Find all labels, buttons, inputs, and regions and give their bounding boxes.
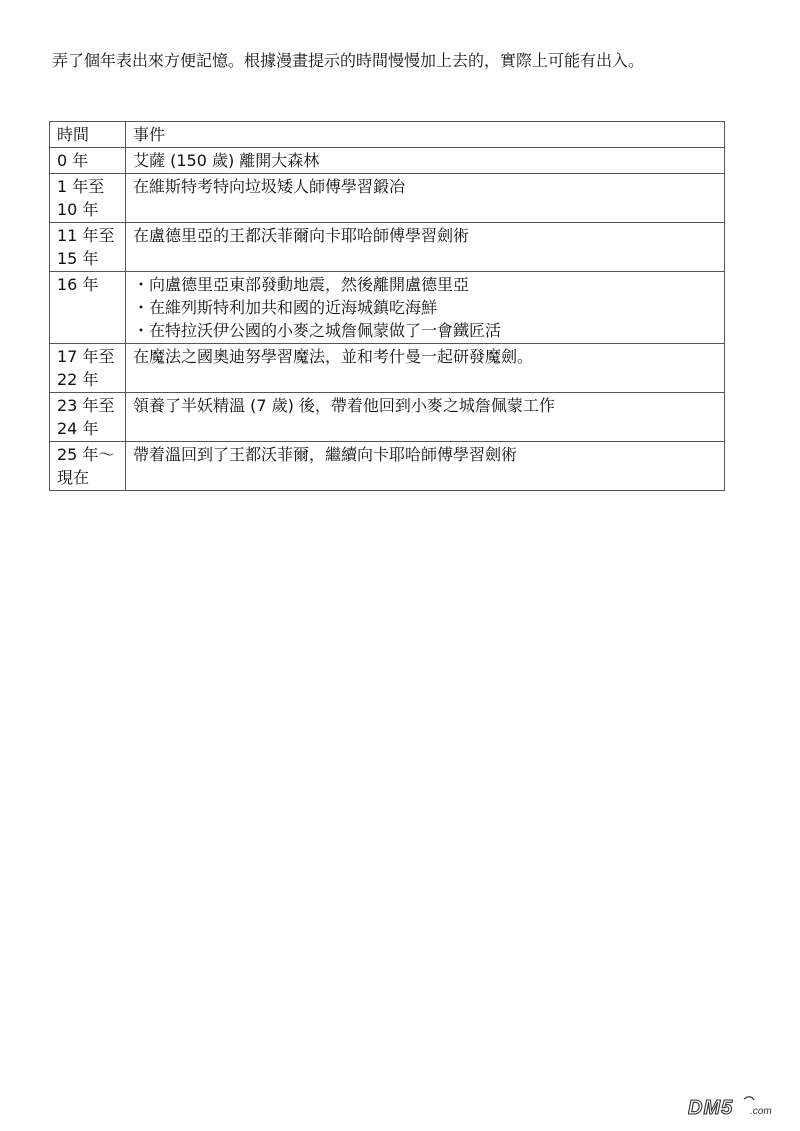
time-text: 25 年～ xyxy=(57,445,115,464)
event-text: 帶着溫回到了王都沃菲爾，繼續向卡耶哈師傅學習劍術 xyxy=(133,445,518,464)
event-cell xyxy=(126,174,725,223)
intro-text: 弄了個年表出來方便記憶。根據漫畫提示的時間慢慢加上去的，實際上可能有出入。 xyxy=(52,51,645,70)
event-text: 在盧德里亞的王都沃菲爾向卡耶哈師傅學習劍術 xyxy=(133,226,470,245)
time-cell xyxy=(50,272,126,344)
watermark-logo-text: DM5 xyxy=(688,1097,734,1119)
time-text: 15 年 xyxy=(57,249,99,268)
time-text: 16 年 xyxy=(57,275,99,294)
time-text: 23 年至 xyxy=(57,396,115,415)
event-cell xyxy=(126,272,725,344)
table-row xyxy=(50,393,725,442)
column-header-time: 時間 xyxy=(50,122,126,148)
time-text: 17 年至 xyxy=(57,347,115,366)
event-text: ・向盧德里亞東部發動地震，然後離開盧德里亞 xyxy=(133,275,470,294)
site-watermark-logo xyxy=(688,1093,788,1123)
time-text: 11 年至 xyxy=(57,226,115,245)
event-text: 艾薩 (150 歲) 離開大森林 xyxy=(133,151,320,170)
time-text: 現在 xyxy=(57,468,90,487)
time-cell xyxy=(50,344,126,393)
event-cell xyxy=(126,442,725,491)
event-cell xyxy=(126,223,725,272)
time-cell xyxy=(50,442,126,491)
time-cell xyxy=(50,148,126,174)
table-row xyxy=(50,174,725,223)
event-cell xyxy=(126,148,725,174)
event-text: 在魔法之國奧迪努學習魔法，並和考什曼一起研發魔劍。 xyxy=(133,347,534,366)
time-text: 22 年 xyxy=(57,370,99,389)
event-text: 在維斯特考特向垃圾矮人師傅學習鍛冶 xyxy=(133,177,406,196)
time-cell xyxy=(50,223,126,272)
time-cell xyxy=(50,174,126,223)
table-row xyxy=(50,223,725,272)
table-header-row xyxy=(50,122,725,148)
table-row xyxy=(50,442,725,491)
table-row xyxy=(50,344,725,393)
event-text: ・在特拉沃伊公國的小麥之城詹佩蒙做了一會鐵匠活 xyxy=(133,321,502,340)
time-cell xyxy=(50,393,126,442)
table-row xyxy=(50,272,725,344)
time-text: 0 年 xyxy=(57,151,89,170)
time-text: 1 年至 xyxy=(57,177,105,196)
event-text: 領養了半妖精溫 (7 歲) 後，帶着他回到小麥之城詹佩蒙工作 xyxy=(133,396,555,415)
time-text: 10 年 xyxy=(57,200,99,219)
event-text: ・在維列斯特利加共和國的近海城鎮吃海鮮 xyxy=(133,298,438,317)
event-cell xyxy=(126,393,725,442)
watermark-logo-suffix: .com xyxy=(750,1106,772,1117)
watermark-swoosh-icon xyxy=(744,1097,754,1100)
column-header-event: 事件 xyxy=(126,122,725,148)
timeline-table xyxy=(49,121,725,491)
time-text: 24 年 xyxy=(57,419,99,438)
table-row xyxy=(50,148,725,174)
event-cell xyxy=(126,344,725,393)
